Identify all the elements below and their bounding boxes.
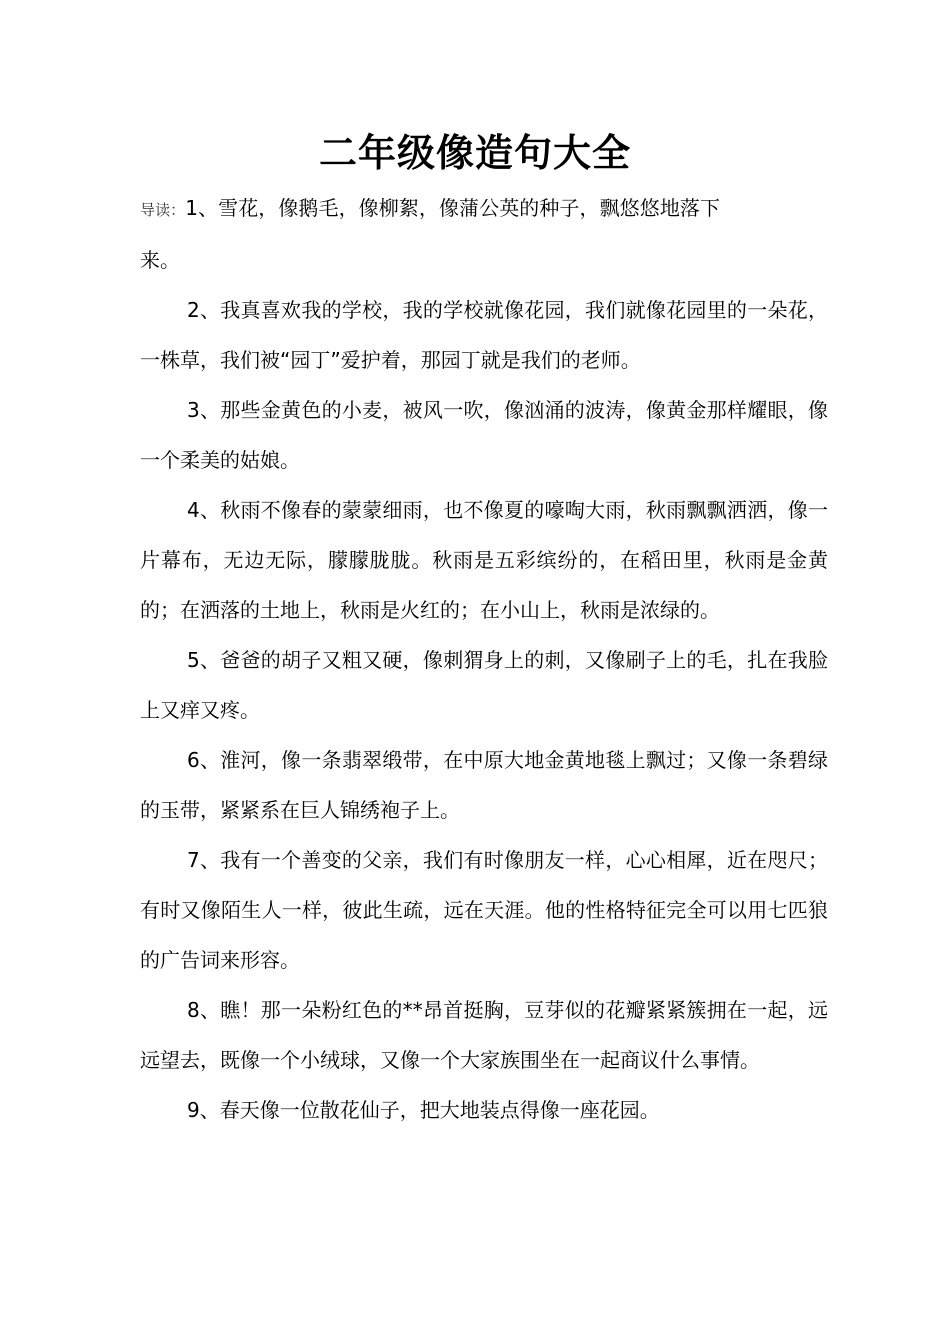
sentence-item-5: 5、爸爸的胡子又粗又硬，像刺猬身上的刺，又像刷子上的毛，扎在我脸上又痒又疼。: [140, 648, 828, 722]
sentence-item-9: 9、春天像一位散花仙子，把大地装点得像一座花园。: [187, 1098, 660, 1122]
intro-label: 导读：: [140, 201, 186, 219]
intro-paragraph: [140, 183, 720, 285]
sentence-item-2: 2、我真喜欢我的学校，我的学校就像花园，我们就像花园里的一朵花，一株草，我们被“园丁”爱护着，那园丁就是我们的老师。: [140, 298, 828, 372]
intro-text: 1、雪花，像鹅毛，像柳絮，像蒲公英的种子，飘悠悠地落下来。: [140, 196, 720, 272]
sentence-item-4: 4、秋雨不像春的蒙蒙细雨，也不像夏的嚎啕大雨，秋雨飘飘洒洒，像一片幕布，无边无际，朦朦胧胧。秋雨是五彩缤纷的，在稻田里，秋雨是金黄的；在洒落的土地上，秋雨是火红的；在小山上，秋雨是浓绿的。: [140, 498, 828, 622]
sentence-item-6: 6、淮河，像一条翡翠缎带，在中原大地金黄地毯上飘过；又像一条碧绿的玉带，紧紧系在巨人锦绣袍子上。: [140, 748, 828, 822]
sentence-item-3: 3、那些金黄色的小麦，被风一吹，像汹涌的波涛，像黄金那样耀眼，像一个柔美的姑娘。: [140, 398, 828, 472]
sentence-item-7: 7、我有一个善变的父亲，我们有时像朋友一样，心心相犀，近在咫尺；有时又像陌生人一样，彼此生疏，远在天涯。他的性格特征完全可以用七匹狼的广告词来形容。: [140, 848, 828, 972]
document-title: 二年级像造句大全: [318, 131, 631, 176]
document-body: [140, 183, 828, 1135]
sentence-item-8: 8、瞧！那一朵粉红色的**昂首挺胸，豆芽似的花瓣紧紧簇拥在一起，远远望去，既像一个小绒球，又像一个大家族围坐在一起商议什么事情。: [140, 998, 828, 1072]
